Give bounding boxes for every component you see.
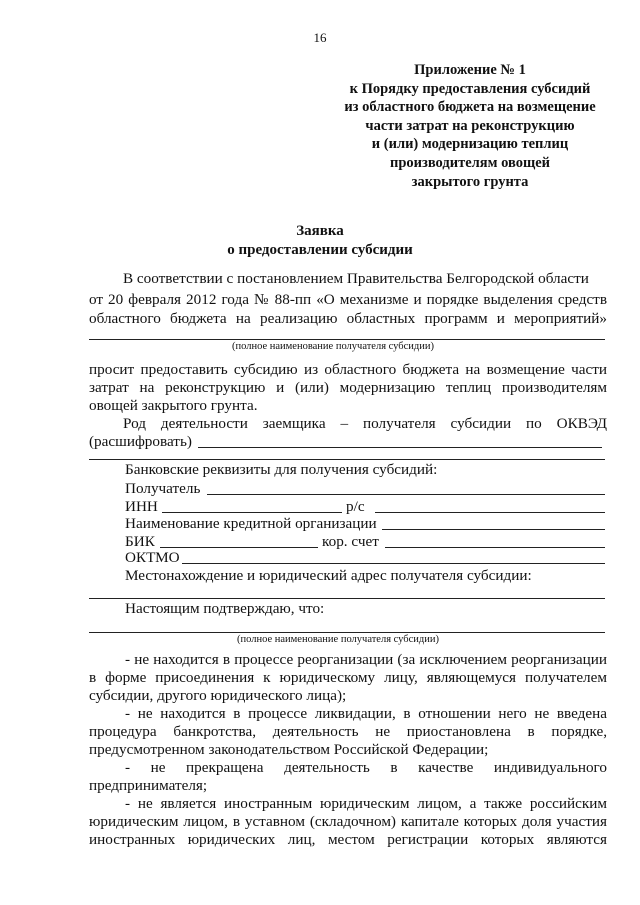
intro-line: В соответствии с постановлением Правительства Белгородской области xyxy=(123,270,589,287)
appendix-line: и (или) модернизацию теплиц xyxy=(371,136,569,153)
appendix-line: закрытого грунта xyxy=(411,173,529,190)
condition-line: - не является иностранным юридическим лицом, а также российским xyxy=(125,795,607,812)
recipient-caption: (полное наименование получателя субсидии) xyxy=(237,634,439,645)
request-line: овощей закрытого грунта. xyxy=(89,397,258,414)
corr-account-field[interactable] xyxy=(385,547,605,548)
condition-line: - не находится в процессе реорганизации (за исключением реорганизации xyxy=(125,651,607,668)
page-number: 16 xyxy=(313,30,327,45)
activity-label: (расшифровать) xyxy=(89,433,192,450)
condition-line: предпринимателя; xyxy=(89,777,208,794)
condition-line: в форме присоединения к юридическому лицу, являющемуся получателем xyxy=(89,669,607,686)
condition-line: процедура банкротства, деятельность не приостановлена в порядке, xyxy=(89,723,607,740)
title-line: о предоставлении субсидии xyxy=(227,242,413,258)
oktmo-field[interactable] xyxy=(182,563,605,564)
activity-line: Род деятельности заемщика – получателя субсидии по ОКВЭД xyxy=(123,415,607,432)
account-label: р/с xyxy=(346,498,365,515)
bank-name-label: Наименование кредитной организации xyxy=(125,515,377,532)
title-line: Заявка xyxy=(296,223,344,239)
appendix-line: производителям овощей xyxy=(389,154,551,171)
bank-name-field[interactable] xyxy=(382,529,605,530)
bank-heading: Банковские реквизиты для получения субсидий: xyxy=(125,461,438,478)
intro-line: от 20 февраля 2012 года № 88-пп «О механизме и порядке выделения средств xyxy=(89,291,607,308)
inn-field[interactable] xyxy=(162,512,342,513)
corr-account-label: кор. счет xyxy=(322,533,379,550)
appendix-line: к Порядку предоставления субсидий xyxy=(349,80,591,97)
appendix-header xyxy=(335,61,605,191)
address-label: Местонахождение и юридический адрес получателя субсидии: xyxy=(125,567,532,584)
activity-field-line2[interactable] xyxy=(89,459,605,460)
recipient-name-line[interactable] xyxy=(89,339,605,340)
recipient-field[interactable] xyxy=(207,494,605,495)
appendix-line: из областного бюджета на возмещение xyxy=(344,99,596,116)
bik-label: БИК xyxy=(125,533,155,550)
address-field[interactable] xyxy=(89,598,605,599)
condition-line: иностранных юридических лиц, местом регистрации которых являются xyxy=(89,831,607,848)
condition-line: предусмотренном законодательством Российской Федерации; xyxy=(89,741,489,758)
condition-line: субсидии, другого юридического лица); xyxy=(89,687,347,704)
bik-field[interactable] xyxy=(160,547,318,548)
inn-label: ИНН xyxy=(125,498,158,515)
document-title xyxy=(0,222,640,260)
condition-line: юридическим лицом, в уставном (складочном) капитале которых доля участия xyxy=(89,813,607,830)
recipient-label: Получатель xyxy=(125,480,201,497)
intro-line: областного бюджета на реализацию областных программ и мероприятий» xyxy=(89,310,607,327)
request-line: просит предоставить субсидию из областного бюджета на возмещение части xyxy=(89,361,607,378)
appendix-line: Приложение № 1 xyxy=(414,62,526,78)
oktmo-label: ОКТМО xyxy=(125,549,180,566)
appendix-line: части затрат на реконструкцию xyxy=(365,117,575,134)
request-line: затрат на реконструкцию и (или) модернизацию теплиц производителям xyxy=(89,379,607,396)
condition-line: - не прекращена деятельность в качестве индивидуального xyxy=(125,759,607,776)
confirm-recipient-line[interactable] xyxy=(89,632,605,633)
activity-field[interactable] xyxy=(198,447,602,448)
condition-line: - не находится в процессе ликвидации, в отношении него не введена xyxy=(125,705,607,722)
recipient-caption: (полное наименование получателя субсидии) xyxy=(232,341,434,352)
confirm-label: Настоящим подтверждаю, что: xyxy=(125,600,325,617)
account-field[interactable] xyxy=(375,512,605,513)
